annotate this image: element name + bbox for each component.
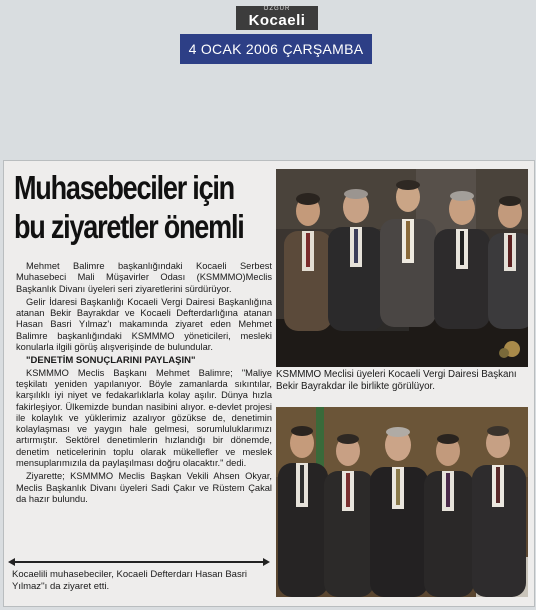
photo-1-illustration	[276, 169, 528, 367]
photo-vergi-dairesi-visit	[276, 169, 528, 367]
article-paragraph: Gelir İdaresi Başkanlığı Kocaeli Vergi Dairesi Başkanlığına atanan Bekir Bayrakdar ve Kocaeli Defterdarlığına atanan Hasan Basri Yılmaz'ı makamında ziyaret eden Mehmet Balimre başkanlığındaki KSMMMO yöneticileri, mesleki konularla ilgili görüş alışverişinde de bulundular.	[16, 296, 272, 353]
double-arrow-divider	[8, 558, 270, 566]
article-subhead: "DENETİM SONUÇLARINI PAYLAŞIN"	[26, 355, 196, 367]
article-headline	[14, 168, 244, 246]
newspaper-clipping	[3, 160, 535, 607]
headline-line-2: bu ziyaretler önemli	[14, 208, 244, 245]
headline-line-1: Muhasebeciler için	[14, 169, 234, 206]
article-paragraph: Ziyarette; KSMMMO Meclis Başkan Vekili Ahsen Okyar, Meclis Başkanlık Divanı üyeleri Sadi Çakır ve Rüstem Çakal da hazır bulundu.	[16, 471, 272, 504]
photo2-caption: Kocaelili muhasebeciler, Kocaeli Defterdarı Hasan Basri Yılmaz''ı da ziyaret etti.	[12, 569, 247, 592]
article-paragraph: KSMMMO Meclis Başkanı Mehmet Balimre; "Maliye teşkilatı yeniden yapılanıyor. Böyle zamanlarda sıkıntılar, karşılıklı iyi niyet ve fedakarlıklarla kolay aşılır. Dünya hızla fakirleşiyor. Ülkemizde bundan nasibini alıyor. e-devlet projesi ile kolaylık ve yüklerimiz azalıyor gözükse de, denetimin kolaylaşması ve yaygın hale gelmesi, sorumluluklarımızı artırmıştır. Sektörel denetimlerin hızlandığı bir dönemde, denetim neticelerinin toplu olarak mükellefler ve meslek mensuplarımızıla da paylaşılması doğru olacaktır." dedi.	[16, 367, 272, 469]
masthead-name: Kocaeli	[248, 12, 306, 29]
article-body	[16, 261, 272, 507]
photo-defterdar-visit	[276, 407, 528, 597]
masthead-small-label: ÖZGÜR	[263, 6, 291, 12]
article-paragraph: Mehmet Balimre başkanlığındaki Kocaeli Serbest Muhasebeci Mali Müşavirler Odası (KSMMMO)Meclis Başkanlık Divanı üyeleri seri ziyaretlerini sürdürüyor.	[16, 261, 272, 294]
photo-2-illustration	[276, 407, 528, 597]
date-band: 4 OCAK 2006 ÇARŞAMBA	[180, 34, 372, 64]
arrow-right-icon	[263, 558, 270, 566]
arrow-line	[14, 561, 264, 563]
newspaper-masthead	[236, 6, 318, 30]
photo1-caption: KSMMMO Meclisi üyeleri Kocaeli Vergi Dairesi Başkanı Bekir Bayrakdar ile birlikte görülüyor.	[276, 369, 517, 392]
